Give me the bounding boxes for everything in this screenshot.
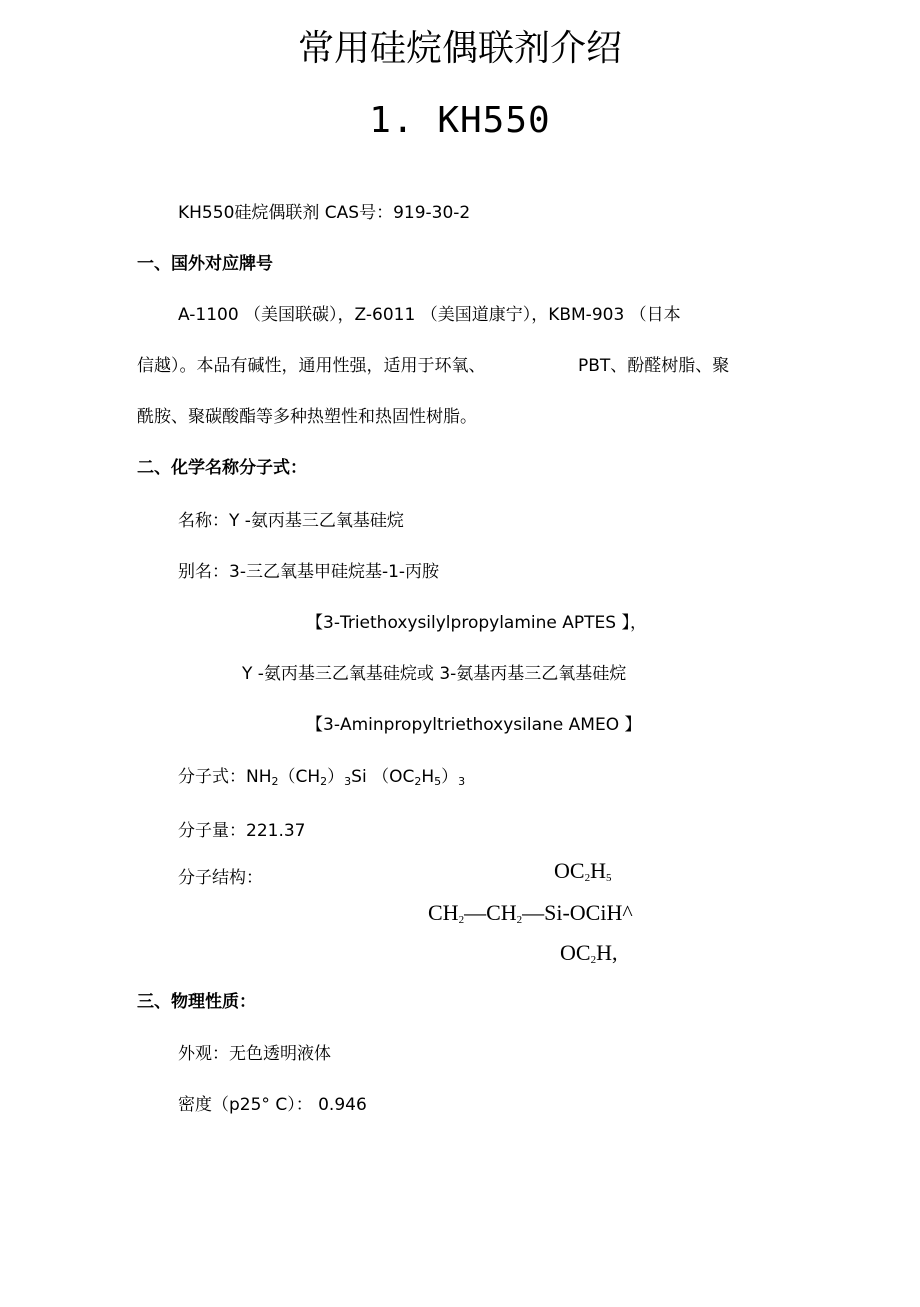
formula-part: ） [327, 767, 345, 787]
struct-part: H, [596, 940, 618, 965]
section1-line1: A-1100 （美国联碳），Z-6011 （美国道康宁），KBM-903 （日本 [178, 305, 681, 325]
struct-sub: 2 [584, 872, 591, 884]
density: 密度（p25° C）： 0.946 [178, 1095, 367, 1115]
formula-part: H [421, 767, 435, 787]
molecular-weight: 分子量：221.37 [178, 821, 306, 841]
document-title: 常用硅烷偶联剂介绍 [297, 28, 622, 69]
formula-sub: 2 [271, 775, 279, 788]
formula-sub: 5 [434, 775, 442, 788]
appearance: 外观：无色透明液体 [178, 1044, 331, 1064]
formula-part: ） [441, 767, 459, 787]
formula-sub: 3 [344, 775, 352, 788]
cas-line: KH550硅烷偶联剂 CAS号：919-30-2 [178, 203, 471, 223]
chem-alias: 别名：3-三乙氧基甲硅烷基-1-丙胺 [178, 562, 440, 582]
struct-part: —CH [464, 900, 517, 925]
molecular-formula [178, 762, 465, 788]
section1-line2b: PBT、酚醛树脂、聚 [578, 356, 730, 376]
struct-part: CH [428, 900, 459, 925]
section1-heading: 一、国外对应牌号 [137, 254, 273, 274]
chem-name: 名称：Y -氨丙基三乙氧基硅烷 [178, 511, 404, 531]
structure-top [554, 858, 611, 884]
struct-sub: 2 [516, 914, 523, 926]
struct-sub: 5 [605, 872, 612, 884]
formula-part: NH [246, 767, 272, 787]
formula-part: （CH [278, 767, 321, 787]
structure-mid [428, 900, 633, 926]
struct-part: H [590, 858, 606, 883]
structure-label: 分子结构： [178, 868, 263, 888]
formula-sub: 2 [320, 775, 328, 788]
chem-alias-en1: 【3-Triethoxysilylpropylamine APTES 】， [306, 613, 647, 633]
formula-sub: 2 [414, 775, 422, 788]
chem-alias-en2: 【3-Aminpropyltriethoxysilane AMEO 】 [306, 715, 642, 735]
formula-label: 分子式： [178, 767, 246, 787]
chem-alias-cn2: Y -氨丙基三乙氧基硅烷或 3-氨基丙基三乙氧基硅烷 [242, 664, 627, 684]
section3-heading: 三、物理性质： [137, 992, 256, 1012]
struct-part: OC [560, 940, 591, 965]
struct-part: —Si-OCiH^ [522, 900, 633, 925]
struct-sub: 2 [590, 954, 597, 966]
formula-sub: 3 [458, 775, 466, 788]
document-subtitle: 1. KH550 [369, 100, 551, 141]
section1-line3: 酰胺、聚碳酸酯等多种热塑性和热固性树脂。 [137, 407, 477, 427]
struct-part: OC [554, 858, 585, 883]
section2-heading: 二、化学名称分子式： [137, 458, 307, 478]
section1-line2a: 信越）。本品有碱性，通用性强，适用于环氧、 [137, 356, 486, 376]
structure-bottom [560, 940, 617, 966]
formula-part: Si （OC [351, 767, 415, 787]
struct-sub: 2 [458, 914, 465, 926]
